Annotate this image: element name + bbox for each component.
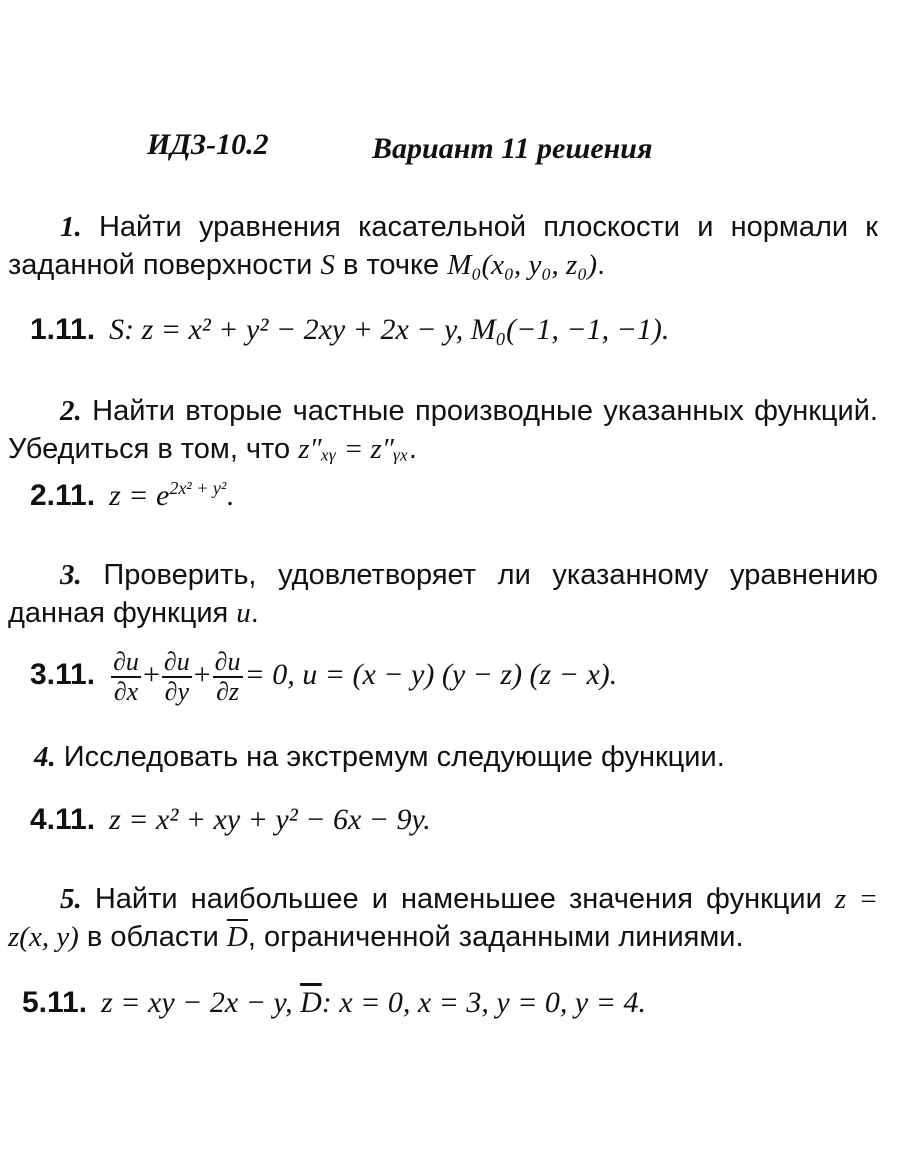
task-5-text-b: в области bbox=[78, 921, 227, 953]
task-5-statement bbox=[8, 880, 878, 956]
problem-2-11-tail: . bbox=[226, 479, 234, 512]
task-2-expr: z″ₓᵧ = z″ᵧₓ bbox=[298, 433, 409, 465]
task-5-var-d: $\overline{D}$ bbox=[226, 921, 248, 953]
task-1-number: 1. bbox=[60, 211, 82, 243]
plus-sign: + bbox=[193, 657, 211, 691]
problem-2-11-number: 2.11. bbox=[30, 479, 96, 512]
task-2-statement bbox=[8, 392, 878, 468]
partial-du-dx: $\frac{\partial u}{\partial x}$ bbox=[113, 647, 139, 706]
task-3-number: 3. bbox=[60, 559, 82, 591]
task-5-text: Найти наибольшее и наменьшее значения функции bbox=[81, 883, 835, 915]
task-2-number: 2. bbox=[60, 395, 82, 427]
problem-1-11-number: 1.11. bbox=[30, 313, 96, 346]
problem-3-11-tail: = 0, u = (x − y) (y − z) (z − x). bbox=[244, 657, 618, 691]
task-1-text: Найти уравнения касательной плоскости и нормали к заданной поверхности bbox=[8, 211, 878, 281]
problem-4-11-number: 4.11. bbox=[30, 803, 96, 836]
partial-du-dy: $\frac{\partial u}{\partial y}$ bbox=[163, 647, 190, 706]
problem-1-11-expr: S: z = x² + y² − 2xy + 2x − y, M₀(−1, −1, −1). bbox=[109, 313, 670, 346]
task-1-point: M₀(x₀, y₀, z₀) bbox=[447, 249, 598, 281]
problem-5-11-number: 5.11. bbox=[22, 986, 88, 1019]
problem-4-11-expr: z = x² + xy + y² − 6x − 9y. bbox=[109, 803, 431, 836]
assignment-id: ИДЗ-10.2 bbox=[147, 128, 269, 161]
task-5-expr: z = z(x, y) bbox=[8, 883, 879, 953]
task-1-statement bbox=[8, 208, 878, 284]
task-4-number: 4. bbox=[34, 741, 56, 773]
task-3-text: Проверить, удовлетворяет ли указанному уравнению данная функция bbox=[8, 559, 878, 629]
task-4-statement bbox=[8, 738, 878, 776]
problem-2-11 bbox=[30, 478, 234, 513]
task-4-text: Исследовать на экстремум следующие функции. bbox=[55, 741, 725, 773]
task-3-var-u: u bbox=[236, 597, 251, 629]
problem-3-11-number: 3.11. bbox=[30, 657, 96, 691]
task-5-number: 5. bbox=[60, 883, 82, 915]
task-1-var-s: S bbox=[320, 249, 335, 281]
task-5-text-c: , ограниченной заданными линиями. bbox=[247, 921, 744, 953]
problem-3-11 bbox=[30, 648, 617, 706]
variant-title: Вариант 11 решения bbox=[372, 132, 653, 165]
page-header bbox=[0, 128, 910, 172]
problem-5-11-expr-b: : x = 0, x = 3, y = 0, y = 4. bbox=[321, 986, 646, 1019]
task-2-text: Найти вторые частные производные указанных функций. Убедиться в том, что bbox=[8, 395, 878, 465]
task-3-statement bbox=[8, 556, 878, 632]
problem-5-11-expr-a: z = xy − 2x − y, bbox=[101, 986, 301, 1019]
problem-2-11-lhs: z = e bbox=[109, 479, 170, 512]
task-1-text-b: в точке bbox=[334, 249, 448, 281]
task-1-text-c: . bbox=[597, 249, 606, 281]
task-3-text-b: . bbox=[250, 597, 259, 629]
task-2-text-b: . bbox=[408, 433, 417, 465]
problem-5-11 bbox=[22, 986, 646, 1020]
problem-5-11-var-d: $\overline{D}$ bbox=[300, 986, 322, 1019]
problem-2-11-exponent: 2x² + y² bbox=[169, 478, 227, 498]
plus-sign: + bbox=[142, 657, 160, 691]
problem-4-11 bbox=[30, 803, 431, 837]
problem-1-11 bbox=[30, 313, 669, 347]
partial-du-dz: $\frac{\partial u}{\partial z}$ bbox=[214, 647, 241, 706]
